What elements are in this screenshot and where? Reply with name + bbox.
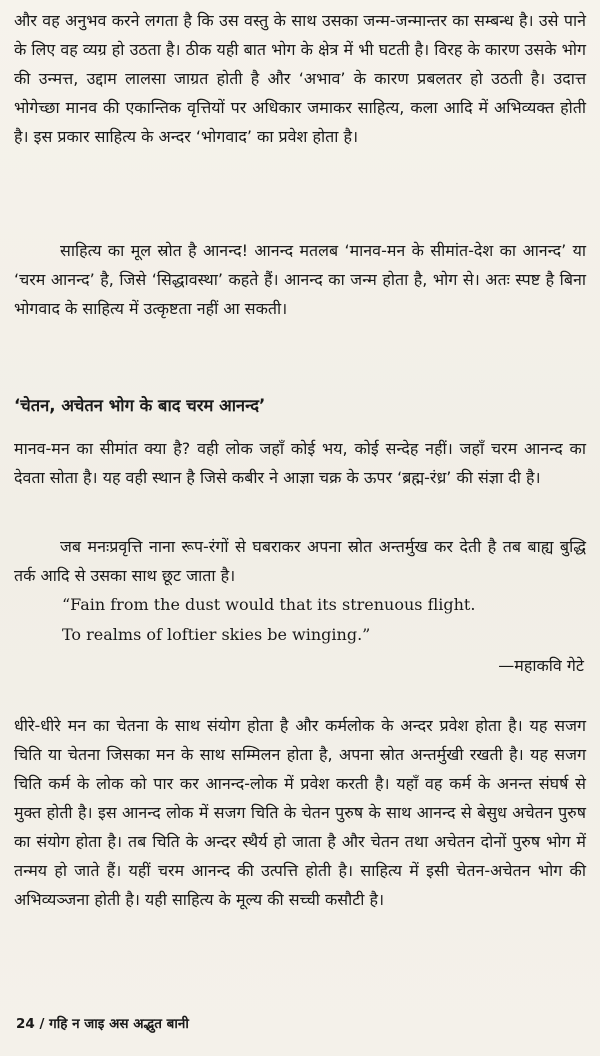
page-footer: 24 / गहि न जाइ अस अद्भुत बानी xyxy=(16,1016,189,1032)
paragraph-seemant: मानव-मन का सीमांत क्या है? वही लोक जहाँ कोई भय, कोई सन्देह नहीं। जहाँ चरम आनन्द का देवता सोता है। यह वही स्थान है जिसे कबीर ने आज्ञा चक्र के ऊपर ‘ब्रह्म-रंध्र’ की संज्ञा दी है। xyxy=(14,439,586,487)
paragraph-manahpravritti: जब मनःप्रवृत्ति नाना रूप-रंगों से घबराकर अपना स्रोत अन्तर्मुख कर देती है तब बाह्य बुद्धि तर्क आदि से उसका साथ छूट जाता है। xyxy=(14,537,586,585)
paragraph-bhogvad: और वह अनुभव करने लगता है कि उस वस्तु के साथ उसका जन्म-जन्मान्तर का सम्बन्ध है। उसे पाने के लिए वह व्यग्र हो उठता है। ठीक यही बात भोग के क्षेत्र में भी घटती है। विरह के कारण उसके भोग की उन्मत्त, उद्दाम लालसा जाग्रत होती है और ‘अभाव’ के कारण प्रबलतर हो उठती है। उदात्त भोगेच्छा मानव की एकान्तिक वृत्तियों पर अधिकार जमाकर साहित्य, कला आदि में अभिव्यक्त होती है। इस प्रकार साहित्य के अन्दर ‘भोगवाद’ का प्रवेश होता है। xyxy=(14,11,586,146)
quote-line-2: To realms of loftier skies be winging.” xyxy=(62,625,371,644)
quote-line-1: “Fain from the dust would that its strenuous flight. xyxy=(62,595,476,614)
paragraph-anand-source: साहित्य का मूल स्रोत है आनन्द! आनन्द मतलब ‘मानव-मन के सीमांत-देश का आनन्द’ या ‘चरम आनन्द’ है, जिसे ‘सिद्धावस्था’ कहते हैं। आनन्द का जन्म होता है, भोग से। अतः स्पष्ट है बिना भोगवाद के साहित्य में उत्कृष्टता नहीं आ सकती। xyxy=(14,241,586,318)
quote-attribution: —महाकवि गेटे xyxy=(498,656,584,675)
section-heading: ‘चेतन, अचेतन भोग के बाद चरम आनन्द’ xyxy=(14,396,266,415)
paragraph-chetan-achetan: धीरे-धीरे मन का चेतना के साथ संयोग होता है और कर्मलोक के अन्दर प्रवेश होता है। यह सजग चिति या चेतना जिसका मन के साथ सम्मिलन होता है, अपना स्रोत अन्तर्मुखी रखती है। यह सजग चिति कर्म के लोक को पार कर आनन्द-लोक में प्रवेश करती है। यहाँ वह कर्म के अनन्त संघर्ष से मुक्त होती है। इस आनन्द लोक में सजग चिति के चेतन पुरुष के साथ आनन्द से बेसुध अचेतन पुरुष का संयोग होता है। तब चिति के अन्दर स्थैर्य हो जाता है और चेतन तथा अचेतन दोनों पुरुष भोग में तन्मय हो जाते हैं। यहीं चरम आनन्द की उत्पत्ति होती है। साहित्य में इसी चेतन-अचेतन भोग की अभिव्यञ्जना होती है। यही साहित्य के मूल्य की सच्ची कसौटी है। xyxy=(14,716,586,909)
